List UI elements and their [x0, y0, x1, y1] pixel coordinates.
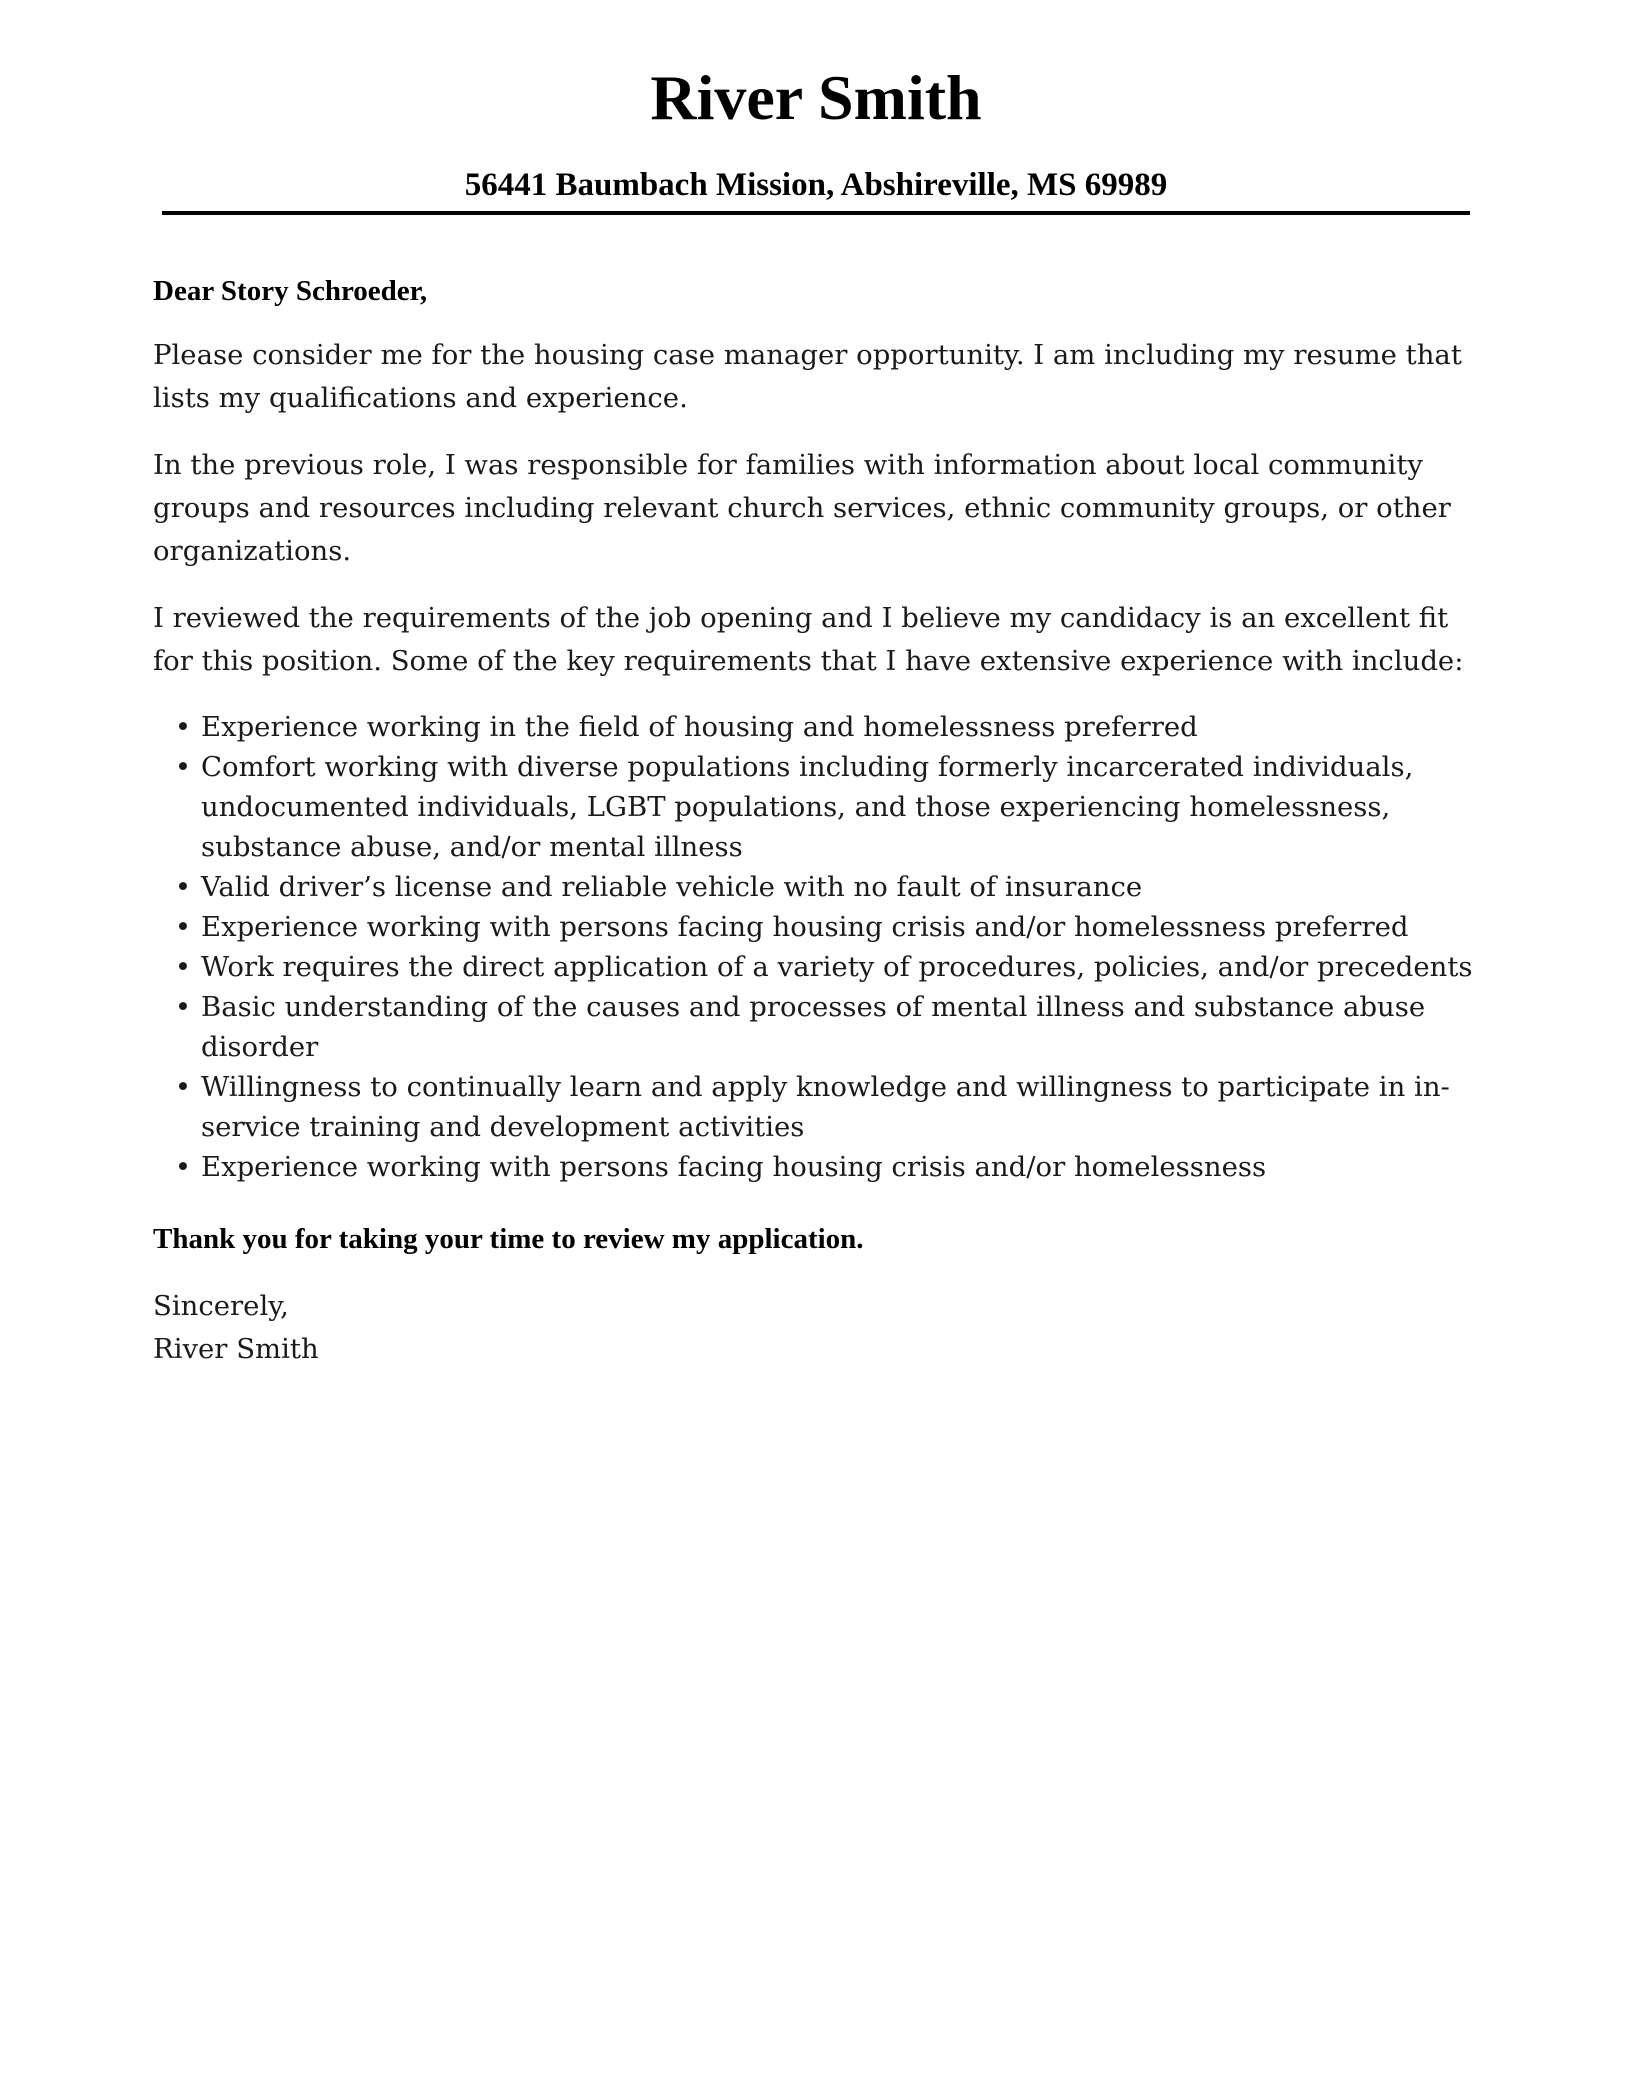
- list-item: [174, 947, 1473, 987]
- bullet-icon: •: [174, 911, 192, 943]
- list-item: [174, 907, 1473, 947]
- letter-body: [153, 270, 1473, 1371]
- bullet-icon: •: [174, 1071, 192, 1103]
- list-item: [174, 867, 1473, 907]
- signoff: Sincerely,: [153, 1290, 289, 1322]
- list-item-text: Experience working with persons facing housing crisis and/or homelessness: [201, 1151, 1267, 1183]
- list-item: [174, 1147, 1473, 1187]
- paragraph-requirements-intro: I reviewed the requirements of the job opening and I believe my candidacy is an excellent fit for this position. Some of the key requirements that I have extensive experience with include:: [153, 602, 1464, 677]
- paragraph-intro: Please consider me for the housing case manager opportunity. I am including my resume that lists my qualifications and experience.: [153, 339, 1462, 414]
- bullet-icon: •: [174, 751, 192, 783]
- list-item-text: Willingness to continually learn and apply knowledge and willingness to participate in in-service training and development activities: [201, 1071, 1450, 1143]
- list-item-text: Experience working with persons facing housing crisis and/or homelessness preferred: [201, 911, 1409, 943]
- list-item: [174, 747, 1473, 867]
- header-divider: [162, 211, 1470, 215]
- list-item-text: Valid driver’s license and reliable vehicle with no fault of insurance: [201, 871, 1143, 903]
- bullet-icon: •: [174, 991, 192, 1023]
- list-item: [174, 1067, 1473, 1147]
- list-item: [174, 987, 1473, 1067]
- bullet-icon: •: [174, 711, 192, 743]
- signature-name: River Smith: [153, 1333, 319, 1365]
- salutation: Dear Story Schroeder,: [153, 275, 428, 307]
- list-item-text: Comfort working with diverse populations including formerly incarcerated individuals, undocumented individuals, LGBT populations, and those experiencing homelessness, substance abuse, and/or mental illness: [201, 751, 1414, 863]
- closing-line: Thank you for taking your time to review my application.: [153, 1223, 864, 1255]
- bullet-icon: •: [174, 871, 192, 903]
- bullet-icon: •: [174, 951, 192, 983]
- bullet-icon: •: [174, 1151, 192, 1183]
- paragraph-previous-role: In the previous role, I was responsible for families with information about local community groups and resources including relevant church services, ethnic community groups, or other organizations.: [153, 449, 1451, 567]
- list-item-text: Basic understanding of the causes and processes of mental illness and substance abuse disorder: [201, 991, 1426, 1063]
- sender-address: 56441 Baumbach Mission, Abshireville, MS 69989: [464, 167, 1168, 203]
- sender-name: River Smith: [650, 62, 982, 133]
- list-item: [174, 707, 1473, 747]
- requirements-list: [153, 707, 1473, 1187]
- list-item-text: Experience working in the field of housing and homelessness preferred: [201, 711, 1198, 743]
- list-item-text: Work requires the direct application of a variety of procedures, policies, and/or precedents: [201, 951, 1473, 983]
